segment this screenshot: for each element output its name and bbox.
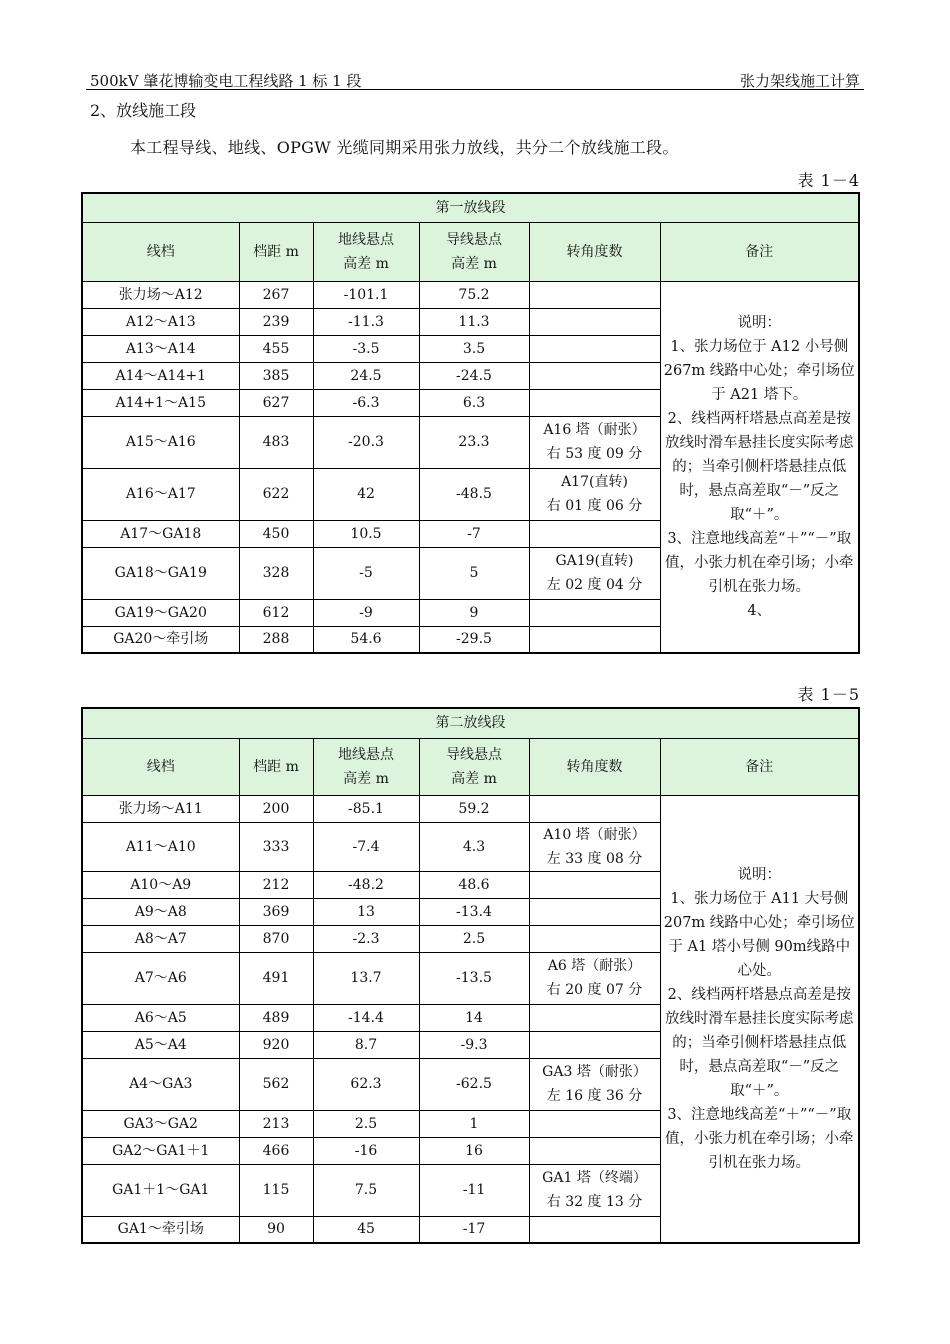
cell-ground-height-diff: 13 [313, 898, 419, 925]
cell-angle [529, 281, 660, 308]
cell-conductor-height-diff: 1 [419, 1110, 529, 1137]
cell-angle-tower: GA1 塔（终端） [542, 1170, 647, 1186]
cell-ground-height-diff: 42 [313, 468, 419, 520]
cell-angle [529, 308, 660, 335]
cell-span: 张力场～A11 [82, 795, 239, 822]
cell-distance: 333 [239, 822, 313, 871]
remark-line: 1、张力场位于 A11 大号侧 207m 线路中心处；牵引场位于 A1 塔小号侧 90m线路中心处。 [663, 890, 855, 979]
cell-ground-height-diff: -7.4 [313, 822, 419, 871]
remark-line: 3、注意地线高差“＋”“－”取值，小张力机在牵引场；小牵引机在张力场。 [665, 1106, 854, 1171]
cell-angle [529, 1110, 660, 1137]
remark-notes [660, 795, 859, 1243]
cell-distance: 200 [239, 795, 313, 822]
cell-ground-height-diff: -16 [313, 1137, 419, 1164]
cell-ground-height-diff: -2.3 [313, 925, 419, 952]
col-header-dist: 档距 m [239, 738, 313, 795]
cell-angle-degrees: 右 32 度 13 分 [546, 1194, 643, 1210]
cell-distance: 489 [239, 1004, 313, 1031]
cell-span: A15～A16 [82, 416, 239, 468]
cell-conductor-height-diff: -17 [419, 1216, 529, 1243]
col-header-angle: 转角度数 [529, 738, 660, 795]
cell-angle-tower: A10 塔（耐张） [543, 826, 646, 843]
cell-span: A16～A17 [82, 468, 239, 520]
cell-span: GA2～GA1＋1 [82, 1137, 239, 1164]
col-header-span: 线档 [82, 222, 239, 281]
cell-span: A7～A6 [82, 952, 239, 1004]
col-header-conductor [419, 738, 529, 795]
cell-angle [529, 925, 660, 952]
cell-ground-height-diff: -9 [313, 599, 419, 626]
cell-conductor-height-diff: 5 [419, 547, 529, 599]
cell-conductor-height-diff: 23.3 [419, 416, 529, 468]
cell-span: GA20～牵引场 [82, 626, 239, 653]
cell-conductor-height-diff: 75.2 [419, 281, 529, 308]
cell-distance: 328 [239, 547, 313, 599]
cell-span: GA18～GA19 [82, 547, 239, 599]
cell-distance: 466 [239, 1137, 313, 1164]
cell-conductor-height-diff: 16 [419, 1137, 529, 1164]
cell-angle [529, 362, 660, 389]
table-caption-2: 表 1－5 [797, 685, 860, 704]
cell-conductor-height-diff: 48.6 [419, 871, 529, 898]
col-header-conductor-line1: 导线悬点 [446, 231, 502, 248]
cell-conductor-height-diff: -29.5 [419, 626, 529, 653]
cell-distance: 562 [239, 1058, 313, 1110]
cell-distance: 385 [239, 362, 313, 389]
cell-angle [529, 1164, 660, 1216]
cell-ground-height-diff: -3.5 [313, 335, 419, 362]
cell-distance: 491 [239, 952, 313, 1004]
cell-distance: 115 [239, 1164, 313, 1216]
cell-distance: 622 [239, 468, 313, 520]
cell-distance: 239 [239, 308, 313, 335]
cell-ground-height-diff: -6.3 [313, 389, 419, 416]
cell-distance: 627 [239, 389, 313, 416]
col-header-ground-line1: 地线悬点 [338, 746, 394, 763]
cell-conductor-height-diff: 59.2 [419, 795, 529, 822]
table-row [82, 281, 859, 308]
table-row [82, 795, 859, 822]
cell-ground-height-diff: -48.2 [313, 871, 419, 898]
table-header-row [82, 222, 859, 281]
cell-ground-height-diff: 10.5 [313, 520, 419, 547]
cell-distance: 450 [239, 520, 313, 547]
table-header-row [82, 738, 859, 795]
cell-angle-tower: A16 塔（耐张） [543, 422, 646, 438]
cell-angle [529, 898, 660, 925]
cell-angle-degrees: 左 02 度 04 分 [546, 577, 643, 593]
cell-conductor-height-diff: 6.3 [419, 389, 529, 416]
cell-ground-height-diff: 45 [313, 1216, 419, 1243]
table-caption-1: 表 1－4 [797, 171, 860, 190]
cell-conductor-height-diff: 9 [419, 599, 529, 626]
cell-angle-tower: GA3 塔（耐张） [542, 1064, 647, 1080]
cell-ground-height-diff: 62.3 [313, 1058, 419, 1110]
col-header-span: 线档 [82, 738, 239, 795]
cell-conductor-height-diff: -7 [419, 520, 529, 547]
cell-distance: 267 [239, 281, 313, 308]
cell-ground-height-diff: 2.5 [313, 1110, 419, 1137]
cell-angle [529, 952, 660, 1004]
col-header-ground [313, 738, 419, 795]
cell-angle [529, 468, 660, 520]
stringing-table-1 [81, 192, 860, 654]
remark-line: 2、线档两杆塔悬点高差是按放线时滑车悬挂长度实际考虑的；当牵引侧杆塔悬挂点低时，悬点高差取“－”反之取“＋”。 [665, 410, 854, 523]
table-title: 第一放线段 [82, 193, 859, 222]
remark-line: 4、 [747, 602, 772, 619]
cell-angle [529, 1058, 660, 1110]
cell-conductor-height-diff: -48.5 [419, 468, 529, 520]
col-header-conductor-line2: 高差 m [451, 770, 497, 787]
cell-ground-height-diff: 24.5 [313, 362, 419, 389]
cell-angle-degrees: 左 16 度 36 分 [546, 1088, 643, 1104]
cell-span: GA3～GA2 [82, 1110, 239, 1137]
cell-ground-height-diff: -11.3 [313, 308, 419, 335]
cell-angle [529, 871, 660, 898]
cell-ground-height-diff: -5 [313, 547, 419, 599]
cell-angle [529, 822, 660, 871]
cell-distance: 920 [239, 1031, 313, 1058]
cell-angle [529, 1137, 660, 1164]
cell-ground-height-diff: 7.5 [313, 1164, 419, 1216]
cell-angle [529, 1004, 660, 1031]
cell-angle-degrees: 右 01 度 06 分 [546, 498, 643, 514]
cell-ground-height-diff: 54.6 [313, 626, 419, 653]
cell-angle [529, 335, 660, 362]
remark-line: 说明： [737, 866, 782, 883]
intro-paragraph: 本工程导线、地线、OPGW 光缆同期采用张力放线，共分二个放线施工段。 [130, 138, 679, 157]
page-header-left: 500kV 肇花博输变电工程线路 1 标 1 段 [90, 72, 362, 90]
col-header-remark: 备注 [660, 738, 859, 795]
cell-angle [529, 795, 660, 822]
cell-angle [529, 416, 660, 468]
cell-ground-height-diff: -20.3 [313, 416, 419, 468]
cell-span: A12～A13 [82, 308, 239, 335]
remark-line: 说明： [737, 314, 782, 331]
cell-span: A8～A7 [82, 925, 239, 952]
cell-span: A9～A8 [82, 898, 239, 925]
col-header-ground [313, 222, 419, 281]
cell-angle-tower: A6 塔（耐张） [547, 958, 642, 974]
col-header-angle: 转角度数 [529, 222, 660, 281]
cell-span: GA1＋1～GA1 [82, 1164, 239, 1216]
cell-conductor-height-diff: 4.3 [419, 822, 529, 871]
cell-angle [529, 1216, 660, 1243]
table-title-row [82, 708, 859, 738]
cell-span: A14～A14+1 [82, 362, 239, 389]
cell-distance: 483 [239, 416, 313, 468]
cell-ground-height-diff: 13.7 [313, 952, 419, 1004]
cell-angle [529, 599, 660, 626]
cell-distance: 369 [239, 898, 313, 925]
cell-angle-tower: GA19(直转) [555, 553, 634, 569]
col-header-conductor [419, 222, 529, 281]
stringing-table-2 [81, 707, 860, 1244]
cell-span: A13～A14 [82, 335, 239, 362]
page-header-right: 张力架线施工计算 [739, 72, 860, 90]
cell-distance: 455 [239, 335, 313, 362]
cell-conductor-height-diff: -62.5 [419, 1058, 529, 1110]
table-title-row [82, 193, 859, 222]
cell-distance: 870 [239, 925, 313, 952]
cell-span: A6～A5 [82, 1004, 239, 1031]
cell-conductor-height-diff: -11 [419, 1164, 529, 1216]
col-header-ground-line2: 高差 m [343, 770, 389, 787]
cell-conductor-height-diff: -24.5 [419, 362, 529, 389]
header-rule [86, 89, 864, 90]
cell-angle-tower: A17(直转) [561, 474, 628, 490]
cell-angle [529, 520, 660, 547]
cell-conductor-height-diff: 2.5 [419, 925, 529, 952]
cell-span: 张力场～A12 [82, 281, 239, 308]
cell-ground-height-diff: -101.1 [313, 281, 419, 308]
cell-span: A11～A10 [82, 822, 239, 871]
cell-distance: 90 [239, 1216, 313, 1243]
cell-angle-degrees: 右 20 度 07 分 [546, 982, 643, 998]
cell-conductor-height-diff: -13.4 [419, 898, 529, 925]
col-header-dist: 档距 m [239, 222, 313, 281]
cell-conductor-height-diff: 3.5 [419, 335, 529, 362]
cell-conductor-height-diff: 11.3 [419, 308, 529, 335]
cell-distance: 288 [239, 626, 313, 653]
cell-angle-degrees: 左 33 度 08 分 [546, 850, 643, 867]
remark-line: 3、注意地线高差“＋”“－”取值，小张力机在牵引场；小牵引机在张力场。 [665, 530, 854, 595]
col-header-conductor-line1: 导线悬点 [446, 746, 502, 763]
cell-ground-height-diff: 8.7 [313, 1031, 419, 1058]
cell-angle [529, 1031, 660, 1058]
remark-line: 2、线档两杆塔悬点高差是按放线时滑车悬挂长度实际考虑的；当牵引侧杆塔悬挂点低时，悬点高差取“－”反之取“＋”。 [665, 986, 854, 1099]
cell-span: A14+1～A15 [82, 389, 239, 416]
cell-span: GA19～GA20 [82, 599, 239, 626]
remark-line: 1、张力场位于 A12 小号侧 267m 线路中心处；牵引场位于 A21 塔下。 [663, 338, 855, 403]
cell-distance: 212 [239, 871, 313, 898]
cell-distance: 213 [239, 1110, 313, 1137]
col-header-ground-line1: 地线悬点 [338, 231, 394, 248]
cell-distance: 612 [239, 599, 313, 626]
cell-angle [529, 547, 660, 599]
cell-span: A5～A4 [82, 1031, 239, 1058]
cell-conductor-height-diff: -13.5 [419, 952, 529, 1004]
cell-span: A4～GA3 [82, 1058, 239, 1110]
col-header-conductor-line2: 高差 m [451, 255, 497, 272]
cell-span: GA1～牵引场 [82, 1216, 239, 1243]
cell-ground-height-diff: -14.4 [313, 1004, 419, 1031]
cell-conductor-height-diff: 14 [419, 1004, 529, 1031]
cell-angle [529, 389, 660, 416]
cell-conductor-height-diff: -9.3 [419, 1031, 529, 1058]
cell-span: A17～GA18 [82, 520, 239, 547]
cell-span: A10～A9 [82, 871, 239, 898]
section-title: 2、放线施工段 [90, 101, 197, 120]
col-header-remark: 备注 [660, 222, 859, 281]
cell-angle [529, 626, 660, 653]
cell-ground-height-diff: -85.1 [313, 795, 419, 822]
cell-angle-degrees: 右 53 度 09 分 [546, 446, 643, 462]
table-title: 第二放线段 [82, 708, 859, 738]
remark-notes [660, 281, 859, 653]
col-header-ground-line2: 高差 m [343, 255, 389, 272]
